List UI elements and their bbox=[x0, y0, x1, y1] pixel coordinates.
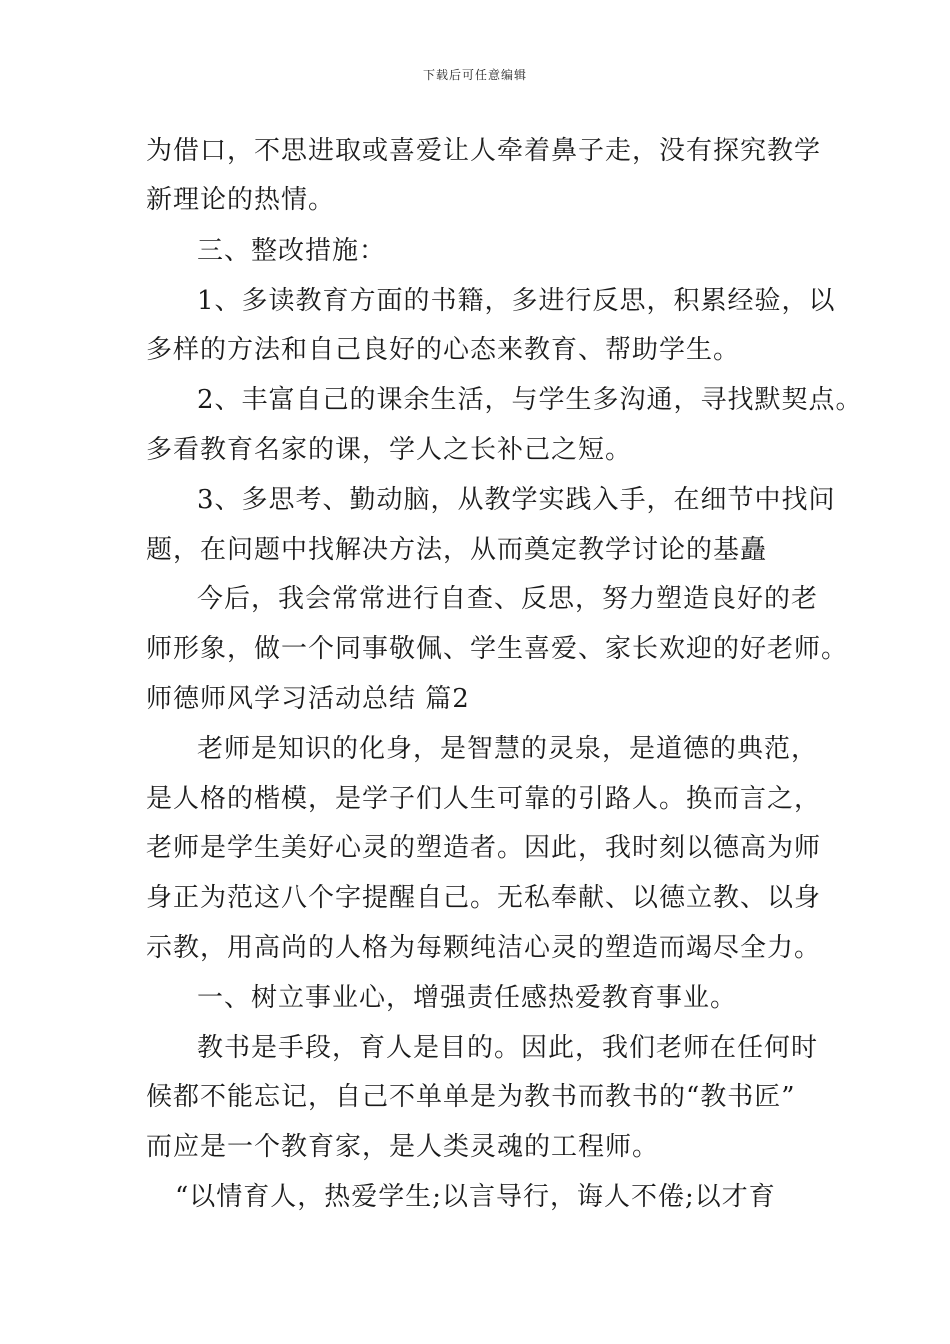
article-title: 师德师风学习活动总结 篇2 bbox=[146, 684, 470, 714]
text-line: 3、多思考、勤动脑，从教学实践入手，在细节中找问 bbox=[197, 485, 836, 515]
text-line: 多样的方法和自己良好的心态来教育、帮助学生。 bbox=[146, 335, 741, 365]
text-line: 新理论的热情。 bbox=[146, 185, 336, 215]
text-line: 身正为范这八个字提醒自己。无私奉献、以德立教、以身 bbox=[146, 883, 822, 913]
text-line: 多看教育名家的课，学人之长补己之短。 bbox=[146, 435, 633, 465]
text-line: 老师是学生美好心灵的塑造者。因此，我时刻以德高为师 bbox=[146, 833, 822, 863]
text-line: 题，在问题中找解决方法，从而奠定教学讨论的基矗 bbox=[146, 535, 768, 565]
text-line: 教书是手段，育人是目的。因此，我们老师在任何时 bbox=[197, 1033, 819, 1063]
section-heading: 一、树立事业心，增强责任感热爱教育事业。 bbox=[197, 983, 738, 1013]
text-line: 2、丰富自己的课余生活，与学生多沟通，寻找默契点。 bbox=[197, 385, 863, 415]
text-line: 而应是一个教育家，是人类灵魂的工程师。 bbox=[146, 1132, 660, 1162]
text-line: 是人格的楷模，是学子们人生可靠的引路人。换而言之， bbox=[146, 784, 822, 814]
text-line: 为借口，不思进取或喜爱让人牵着鼻子走，没有探究教学 bbox=[146, 136, 822, 166]
text-line: 示教，用高尚的人格为每颗纯洁心灵的塑造而竭尽全力。 bbox=[146, 933, 822, 963]
text-line: “以情育人，热爱学生;以言导行，诲人不倦;以才育 bbox=[175, 1182, 776, 1212]
text-line: 师形象，做一个同事敬佩、学生喜爱、家长欢迎的好老师。 bbox=[146, 634, 849, 664]
text-line: 候都不能忘记，自己不单单是为教书而教书的“教书匠” bbox=[146, 1082, 796, 1112]
text-line: 今后，我会常常进行自查、反思，努力塑造良好的老 bbox=[197, 584, 819, 614]
section-heading: 三、整改措施： bbox=[197, 236, 387, 266]
text-line: 1、多读教育方面的书籍，多进行反思，积累经验，以 bbox=[197, 286, 836, 316]
text-line: 老师是知识的化身，是智慧的灵泉，是道德的典范， bbox=[197, 734, 819, 764]
page-header-note: 下载后可任意编辑 bbox=[422, 68, 527, 82]
